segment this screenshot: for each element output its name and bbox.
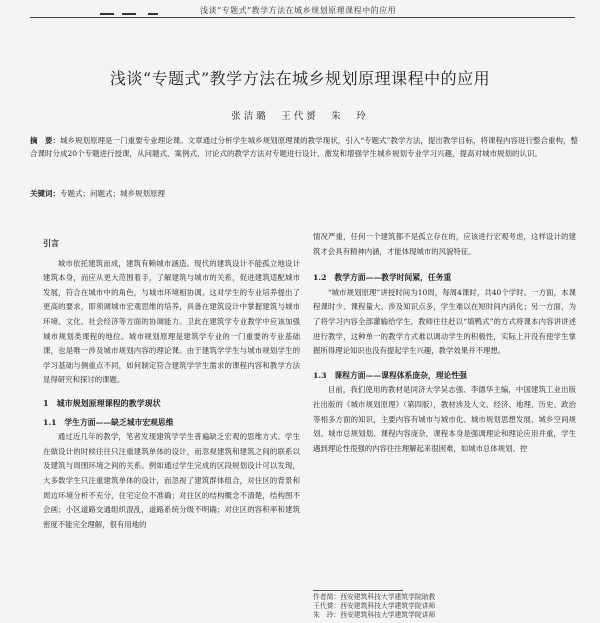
section-1-2-heading: 1.2 教学方面——教学时间紧，任务重	[313, 273, 452, 283]
intro-heading: 引言	[43, 238, 59, 248]
running-header: 浅谈“专题式”教学方法在城乡规划原理课程中的应用	[200, 6, 397, 15]
left-column	[43, 236, 300, 532]
footnote-1: 作者简：西安建筑科技大学建筑学院助教	[313, 593, 436, 601]
header-rule	[30, 17, 575, 18]
header-dash-1	[100, 13, 114, 15]
section-1-1-paragraph: 通过近几年的教学，笔者发现建筑学学生普遍缺乏宏观的思维方式。学生在做设计的时候往往只注重建筑单体的设计，而忽视建筑和建筑之间的联系以及建筑与周围环境之间的关系。例如通过学生完成的区段规划设计可以发现，大多数学生只注重建筑单体的设计，而忽视了建筑群体组合，对住区的背景和周边环境分析不充分，住宅定位不准确；对住区的结构概念不清楚，结构图不会画；小区道路交通组织混乱，道路系统分级不明确；对住区的容积率和建筑密度不能完全理解，很有用地的	[43, 432, 300, 529]
header-dash-3	[148, 13, 158, 15]
section-1-3-paragraph: 目前，我们使用的教材是同济大学吴志强、李德华主编，中国建筑工业出版社出版的《城市规划原理》（第四版），教材涉及人文、经济、地理、历史、政治等相多方面的知识，主要内容有城市与城市化、城市规划思想发展、城乡空间规划、城市总规划划、课程内容庞杂，课程本身是强调理论和理论应用并重，学生遇到理论性很强的内容往往理解起来很困难，如城市总体规划、控	[313, 385, 576, 453]
paper-authors: 张洁璐 王代赟 朱 玲	[231, 111, 369, 122]
keywords	[30, 188, 165, 199]
keywords-label: 关键词：	[30, 189, 60, 198]
section-1-2-paragraph: “城市规划原理”讲授时间为10周，每周4课时，共40个学时。一方面，本课程课时少、课程量大、涉及知识点多，学生难以在短时间内消化；另一方面，为了将学习内容全部灌输给学生，教师往往赶以“填鸭式”的方式将课本内容讲讲述进行教学，这种单一的教学方式难以调动学生的积极性，实际上开没有使学生掌握所得理论知识也没有提起学生兴趣，教学效果并不理想。	[313, 287, 576, 356]
header-dash-2	[122, 13, 136, 15]
intro-paragraph: 城市依托建筑而成，建筑有赖城市涵造。现代的建筑设计不能孤立地设计建筑本身，而应从更大范围着手，了解建筑与城市的关系，促进建筑适配城市发展，符合在城市中的角色，与城市环境相协调。这对学生的专业培养提出了更高的要求，即须调城市宏观思维的培养，具备在建筑设计中掌握建筑与城市环境、文化、社会经济等方面的协调能力。卫此在建筑学专业教学中应该加强城市规划类课程的地位。城市规划原理是建筑学专业的一门重要的专业基础课，也是唯一涉及城市规划内容的理论课。由于建筑学学生与城市规划学生的学习基础与侧重点不同，如何制定符合建筑学学生需求的课程内容和教学方法显得研究和探讨的课题。	[43, 258, 300, 385]
section-1-3-heading: 1.3 课程方面——课程体系庞杂，理论性强	[313, 370, 467, 380]
paper-title: 浅谈“专题式”教学方法在城乡规划原理课程中的应用	[109, 69, 491, 88]
footnote-rule	[313, 590, 403, 591]
continued-paragraph: 情况严重，任何一个建筑都不是孤立存在的，应该进行宏观考虑，这样设计的建筑才会具有精神内涵，才能体现城市的风貌特征。	[313, 232, 576, 256]
abstract-label: 摘 要：	[30, 136, 61, 145]
right-column	[313, 230, 576, 456]
section-1-1-heading: 1.1 学生方面——缺乏城市宏观思维	[43, 417, 174, 427]
abstract	[30, 134, 578, 160]
footnote-3: 朱 玲：西安建筑科技大学建筑学院讲师	[313, 611, 436, 619]
keywords-text: 专题式；问题式；城乡规划原理	[60, 189, 165, 198]
abstract-text: 城乡规划原理是一门重要专业理论课。文章通过分析学生城乡规划原理课的教学现状，引入“专题式”教学方法，提出教学目标，将课程内容进行整合重构，整合课时分成20个专题进行授课，从问题式、案例式、讨论式的教学方法对专题进行设计，激发和增强学生城乡规划专业学习兴趣，提高对城市规划的认识。	[30, 136, 579, 158]
section-1-heading: 1 城市规划原理课程的教学现状	[43, 397, 161, 408]
footnote-2: 王代赟：西安建筑科技大学建筑学院讲师	[313, 602, 436, 610]
